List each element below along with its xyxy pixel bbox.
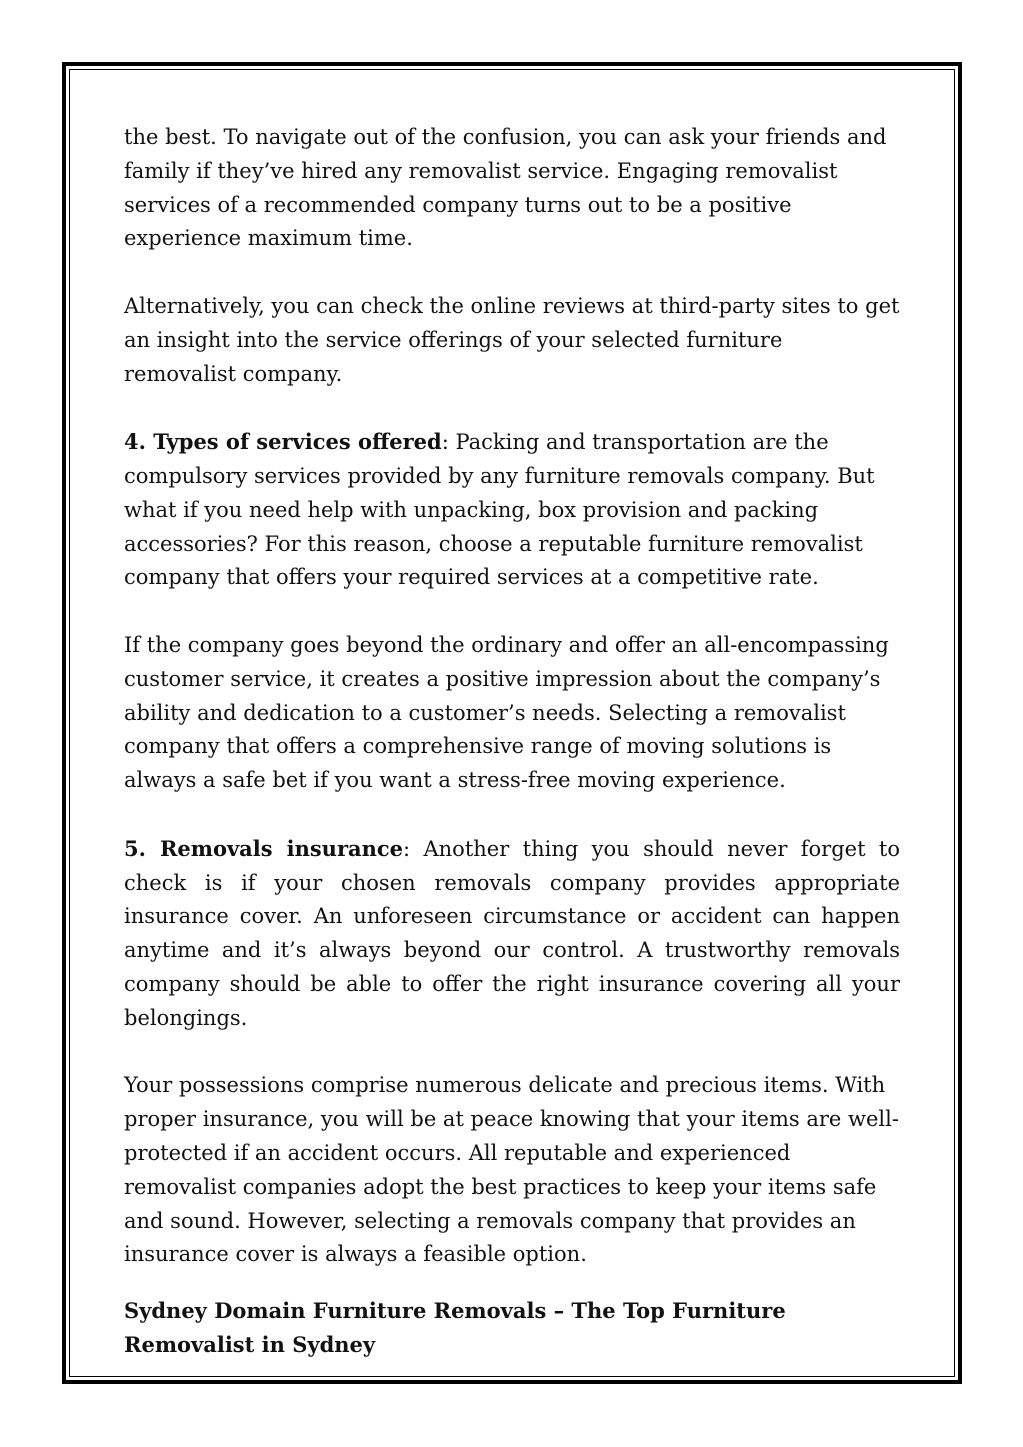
paragraph-removals-insurance <box>124 832 900 1036</box>
closing-heading: Sydney Domain Furniture Removals – The Top Furniture Removalist in Sydney <box>124 1297 786 1357</box>
paragraph-online-reviews: Alternatively, you can check the online reviews at third-party sites to get an insight into the service offerings of your selected furniture removalist company. <box>124 293 900 386</box>
section-text-removals-insurance: : Another thing you should never forget to check is if your chosen removals company provides appropriate insurance cover. An unforeseen circumstance or accident can happen anytime and it’s always beyond our control. A trustworthy removals company should be able to offer the right insurance covering all your belongings. <box>124 836 900 1030</box>
paragraph-services-offered <box>124 425 900 595</box>
paragraph-possessions: Your possessions comprise numerous delicate and precious items. With proper insurance, you will be at peace knowing that your items are well-protected if an accident occurs. All reputable and experienced removalist companies adopt the best practices to keep your items safe and sound. However, selecting a removals company that provides an insurance cover is always a feasible option. <box>124 1073 899 1267</box>
paragraph-intro: the best. To navigate out of the confusion, you can ask your friends and family if they’ve hired any removalist service. Engaging removalist services of a recommended company turns out to be a positive experience maximum time. <box>124 125 887 251</box>
section-title-removals-insurance: 5. Removals insurance <box>124 835 404 861</box>
paragraph-customer-service: If the company goes beyond the ordinary and offer an all-encompassing customer service, it creates a positive impression about the company’s ability and dedication to a customer’s needs. Selecting a removalist company that offers a comprehensive range of moving solutions is always a safe bet if you want a stress-free moving experience. <box>124 632 889 793</box>
document-body <box>124 121 900 1361</box>
section-text-services-offered: : Packing and transportation are the compulsory services provided by any furniture removals company. But what if you need help with unpacking, box provision and packing accessories? For this reason, choose a reputable furniture removalist company that offers your required services at a competitive rate. <box>124 430 875 590</box>
section-title-services-offered: 4. Types of services offered <box>124 429 442 455</box>
